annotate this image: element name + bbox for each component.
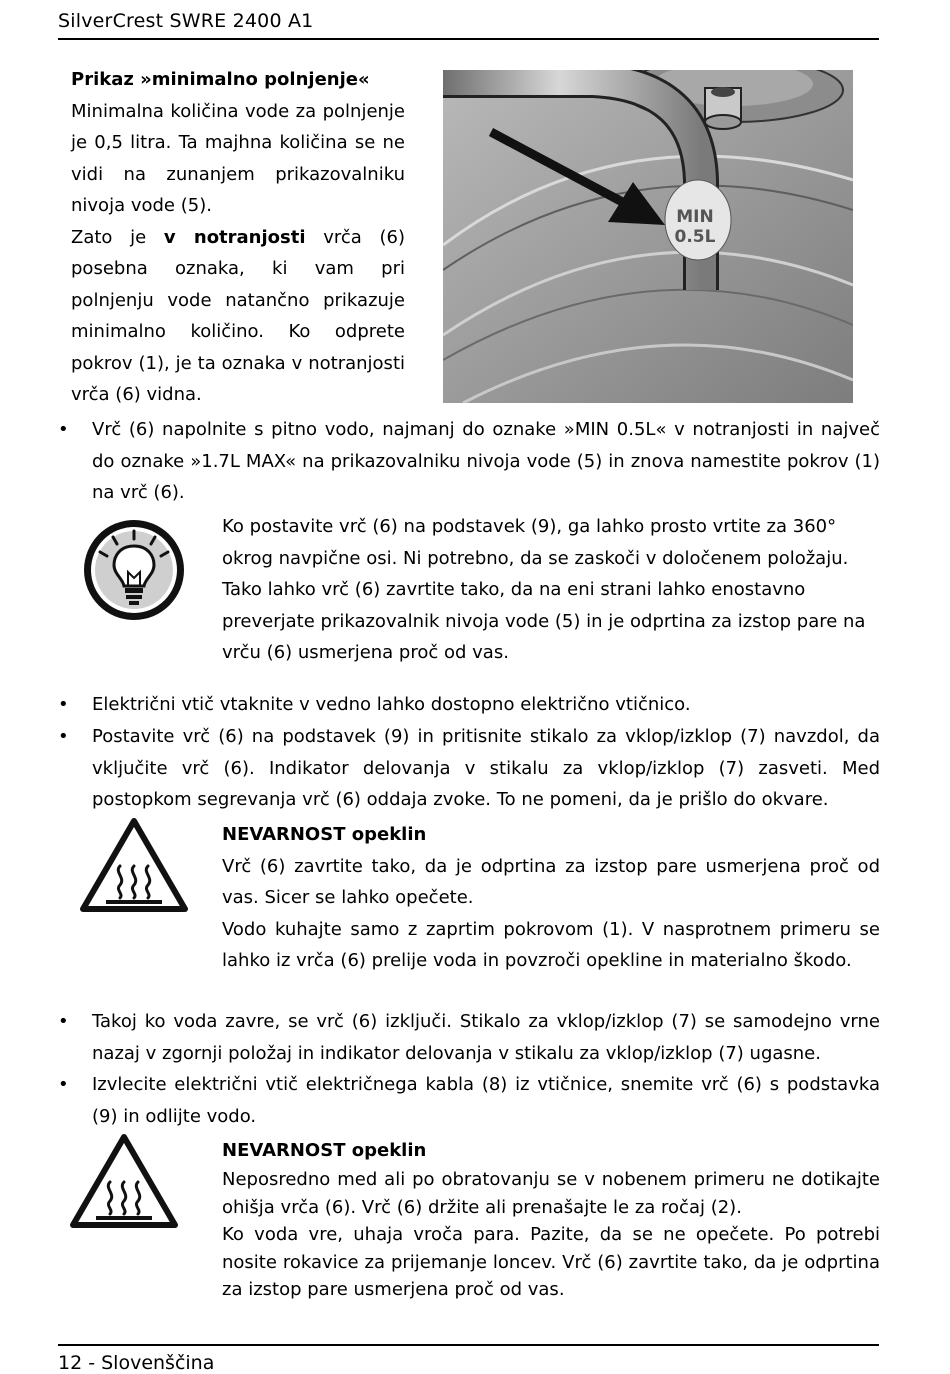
list-item-text: Postavite vrč (6) na podstavek (9) in pritisnite stikalo za vklop/izklop (7) navzdol, da vključite vrč (6). Indikator delovanja v stikalu za vklop/izklop (7) zasveti. Med postopkom segrevanja vrč (6) oddaja zvoke. To ne pomeni, da je prišlo do okvare. — [92, 726, 880, 810]
list-item — [58, 414, 880, 509]
warning-paragraph: Vodo kuhajte samo z zaprtim pokrovom (1). V nasprotnem primeru se lahko iz vrča (6) prelije voda in povzroči opekline in materialno škodo. — [222, 918, 880, 971]
section-heading: Prikaz »minimalno polnjenje« — [71, 69, 370, 90]
list-item-text: Izvlecite električni vtič električnega kabla (8) iz vtičnice, snemite vrč (6) s podstavka (9) in odlijte vodo. — [92, 1074, 880, 1127]
hot-surface-warning-icon — [80, 818, 188, 917]
warning-note-1 — [222, 819, 880, 977]
list-item-text: Električni vtič vtaknite v vedno lahko dostopno električno vtičnico. — [92, 694, 691, 715]
warning-heading: NEVARNOST opeklin — [222, 824, 427, 845]
tip-text: Ko postavite vrč (6) na podstavek (9), ga lahko prosto vrtite za 360° okrog navpične osi. Ni potrebno, da se zaskoči v določenem položaju. Tako lahko vrč (6) zavrtite tako, da na eni strani lahko enostavno preverjate prikazovalnik nivoja vode (5) in je odprtina za izstop pare na vrču (6) usmerjena proč od vas. — [222, 516, 866, 663]
intro-paragraph-1: Minimalna količina vode za polnjenje je 0,5 litra. Ta majhna količina se ne vidi na zunanjem prikazovalniku nivoja vode (5). — [71, 100, 405, 216]
min-marker-line1: MIN — [676, 207, 714, 227]
bullet-point: • — [58, 694, 69, 715]
intro-section — [71, 64, 405, 411]
warning-heading: NEVARNOST opeklin — [222, 1140, 427, 1161]
page-footer: 12 - Slovenščina — [58, 1344, 879, 1374]
list-item — [58, 1006, 880, 1069]
list-item — [58, 721, 880, 816]
list-item-text: Vrč (6) napolnite s pitno vodo, najmanj do oznake »MIN 0.5L« v notranjosti in največ do oznake »1.7L MAX« na prikazovalniku nivoja vode (5) in znova namestite pokrov (1) na vrč (6). — [92, 419, 880, 503]
list-item — [58, 1069, 880, 1132]
list-item — [58, 689, 880, 721]
warning-paragraph: Vrč (6) zavrtite tako, da je odprtina za izstop pare usmerjena proč od vas. Sicer se lahko opečete. — [222, 855, 880, 908]
intro-paragraph-2 — [71, 222, 405, 411]
tip-note — [222, 511, 880, 669]
bullet-point: • — [58, 419, 69, 440]
intro-para2-start: Zato je — [71, 226, 164, 248]
intro-para2-bold: v notranjosti — [163, 226, 306, 248]
kettle-interior-illustration — [443, 70, 853, 403]
kettle-interior-photo — [443, 70, 853, 403]
intro-para2-end: vrča (6) posebna oznaka, ki vam pri polnjenju vode natančno prikazuje minimalno količino. Ko odprete pokrov (1), je ta oznaka v notranjosti vrča (6) vidna. — [71, 226, 405, 405]
warning-paragraph: Ko voda vre, uhaja vroča para. Pazite, da se ne opečete. Po potrebi nosite rokavice za prijemanje loncev. Vrč (6) zavrtite tako, da je odprtina za izstop pare usmerjena proč od vas. — [222, 1224, 880, 1300]
lightbulb-tip-icon — [80, 516, 188, 628]
min-marker-line2: 0.5L — [674, 227, 716, 247]
bullet-point: • — [58, 1074, 69, 1095]
list-item-text: Takoj ko voda zavre, se vrč (6) izključi. Stikalo za vklop/izklop (7) se samodejno vrne nazaj v zgornji položaj in indikator delovanja v stikalu za vklop/izklop (7) ugasne. — [92, 1011, 880, 1064]
hot-surface-warning-icon — [70, 1134, 178, 1233]
warning-paragraph: Neposredno med ali po obratovanju se v nobenem primeru ne dotikajte ohišja vrča (6). Vrč (6) držite ali prenašajte le za ročaj (2). — [222, 1169, 880, 1218]
bullet-point: • — [58, 1011, 69, 1032]
bullet-point: • — [58, 726, 69, 747]
warning-note-2 — [222, 1136, 880, 1304]
page-header: SilverCrest SWRE 2400 A1 — [58, 10, 879, 40]
